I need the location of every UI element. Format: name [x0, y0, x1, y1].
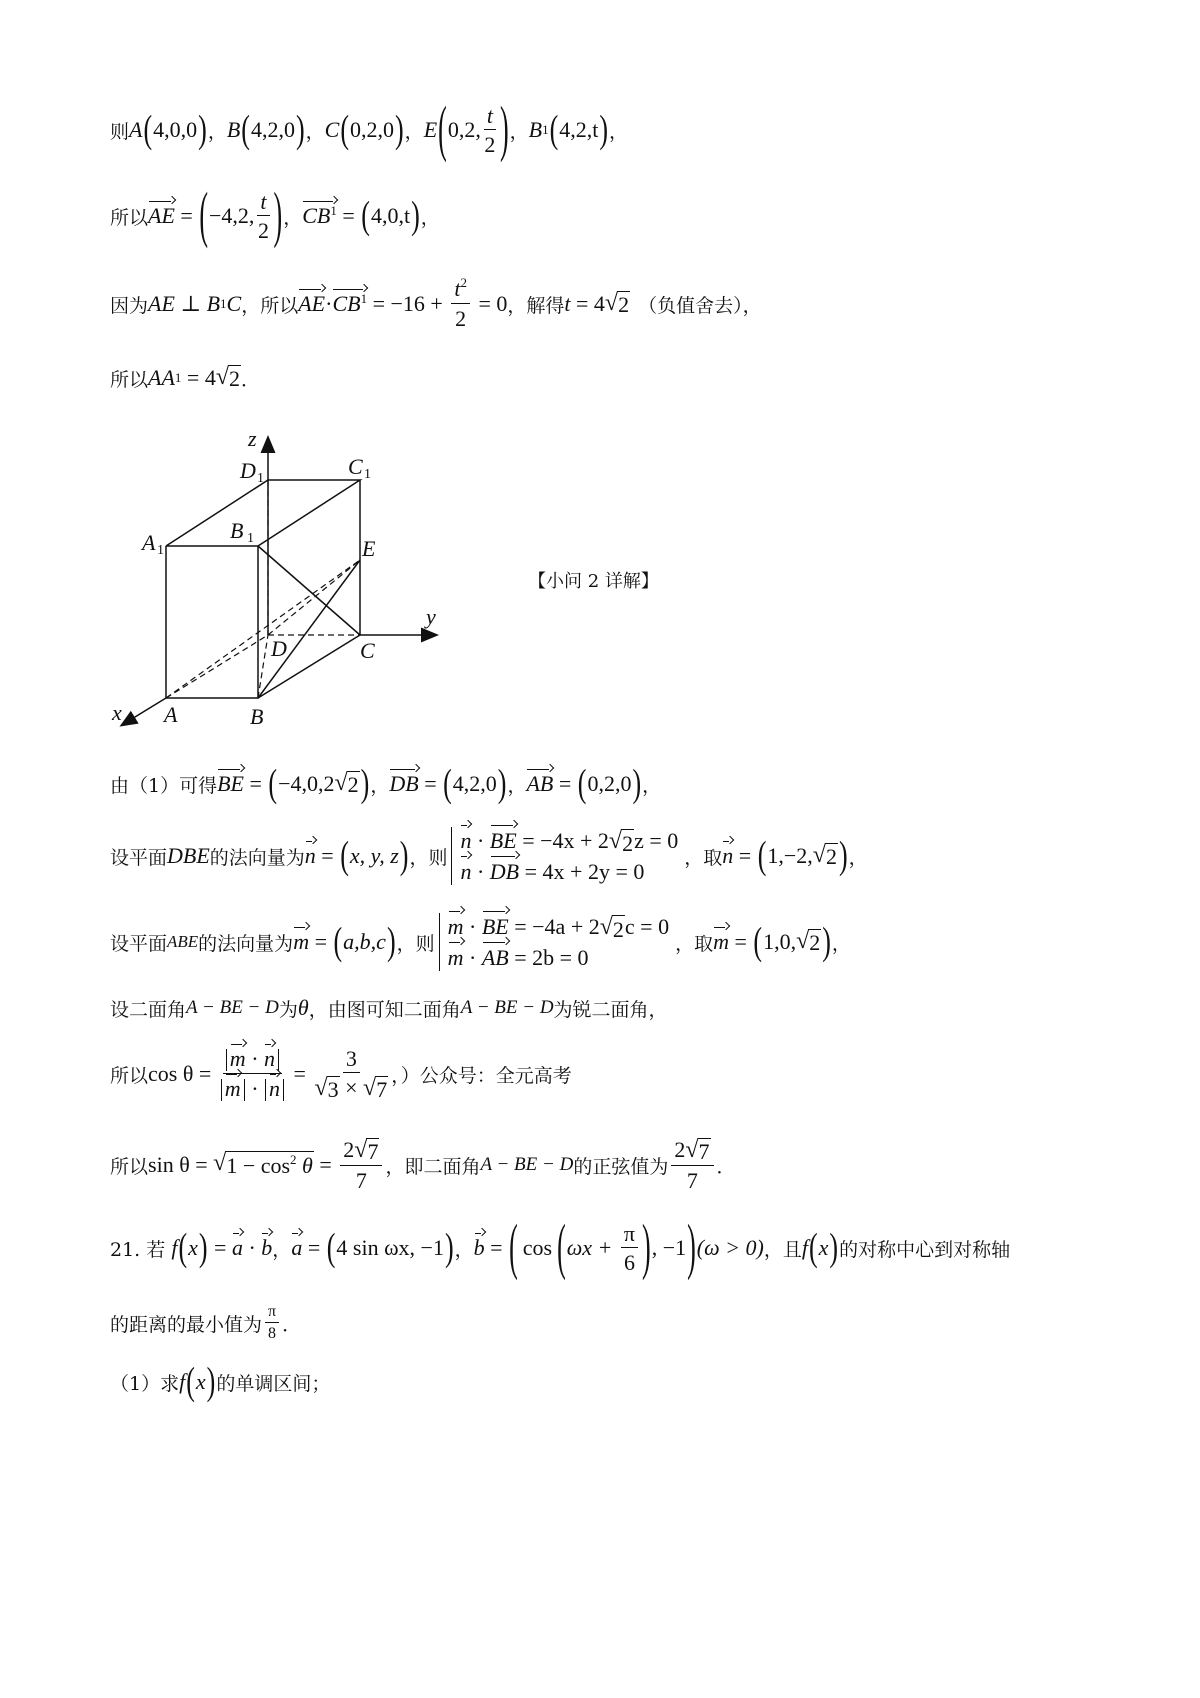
label-y: y [426, 604, 436, 629]
problem-21-line2: 的距离的最小值为 $\frac{\pi}{8}$ ． [110, 1302, 302, 1342]
line-aa1: 所以 AA 1 = 4 √ 2 ． [110, 363, 261, 391]
line-normal-n: 设平面 DBE 的法向量为 n = ( x, y, z ) ，则 n · BE = −4x + 2 √ 2 z = 0 n · DB = 4x + 2y = 0 ，取 n = ( 1,−2, √ 2 ) ， [110, 828, 868, 884]
label-D: D [271, 636, 287, 661]
line-dihedral: 设二面角 A − BE − D 为 θ ，由图可知二面角 A − BE − D 为锐二面角， [110, 995, 668, 1021]
system-m: m · BE = −4a + 2 √ 2 c = 0 m · AB = 2b = 0 [439, 913, 669, 971]
label-A1: A [142, 530, 156, 555]
label-A: A [164, 702, 178, 727]
problem-21-part1: （1）求 f ( x ) 的单调区间； [110, 1359, 331, 1403]
line-sin: 所以 sin θ = √ $1 - \cos^2 \theta$ = 2 √ 7 7 ，即二面角 A − BE − D 的正弦值为 2 √ 7 7 ． [110, 1136, 736, 1193]
label-x: x [112, 700, 122, 725]
svg-text:1: 1 [157, 543, 164, 558]
label-z: z [248, 426, 257, 451]
cos-fraction: $\frac{m \cdot n}{m \cdot n}$ [220, 1046, 285, 1102]
front-face [166, 546, 258, 698]
line-cos: 所以 cos θ = $\frac{m \cdot n}{m \cdot n}$ = 3 √ 3 × √ 7 ，）公众号：全元高考 [110, 1045, 572, 1102]
fraction-t-over-2: $\frac{t}{2}$ [484, 102, 496, 157]
label-B1: B [230, 518, 244, 543]
line-perpendicular: 因为 AE ⊥ B 1 C ，所以 AE · CB 1 = −16 + $\frac{t^2}{2}$ = 0 ，解得 t = 4 √ 2 （负值舍去）， [110, 275, 762, 332]
line-vectors: 所以 AE = ( −4,2, $\frac{t}{2}$ ) ， CB 1 = ( 4,0,t ) ， [110, 180, 440, 250]
label-C: C [360, 638, 375, 663]
line-from-part1: 由（1）可得 BE = ( −4,0,2 √ 2 ) ， DB = ( 4,2,0 ) ， AB = ( 0,2,0 ) ， [110, 761, 662, 805]
svg-text:1: 1 [257, 471, 264, 486]
label-E: E [362, 536, 376, 561]
problem-21-line1: 21. 若 f ( x ) = a · b ， a = ( 4 sin ωx, −1 ) ， b = ( cos ( ωx + $\frac{\pi}{6}$ ) , −1 ) (ω > 0) ，且 f ( x ) 的对称中心到对称轴 [110, 1212, 1011, 1282]
line-coordinates: 则 A ( 4,0,0 ) ， B ( 4,2,0 ) ， C ( 0,2,0 ) ， E ( 0,2, $\frac{t}{2}$ ) ， B 1 ( 4,2,t ) ， [110, 94, 629, 164]
cuboid-figure [108, 420, 488, 740]
label-B: B [250, 704, 264, 729]
svg-text:1: 1 [364, 467, 371, 482]
svg-text:1: 1 [247, 531, 254, 546]
x-axis [122, 698, 166, 725]
label-C1: C [348, 454, 363, 479]
line-normal-m: 设平面 ABE 的法向量为 m = ( a,b,c ) ，则 m · BE = −4a + 2 √ 2 c = 0 m · AB = 2b = 0 ，取 m = ( 1,0, √ 2 ) ， [110, 914, 851, 970]
system-n: n · BE = −4x + 2 √ 2 z = 0 n · DB = 4x + 2y = 0 [451, 827, 678, 885]
top-face [166, 480, 360, 546]
label-D1: D [240, 458, 256, 483]
sub-question-heading: 【小问 2 详解】 [528, 571, 659, 592]
